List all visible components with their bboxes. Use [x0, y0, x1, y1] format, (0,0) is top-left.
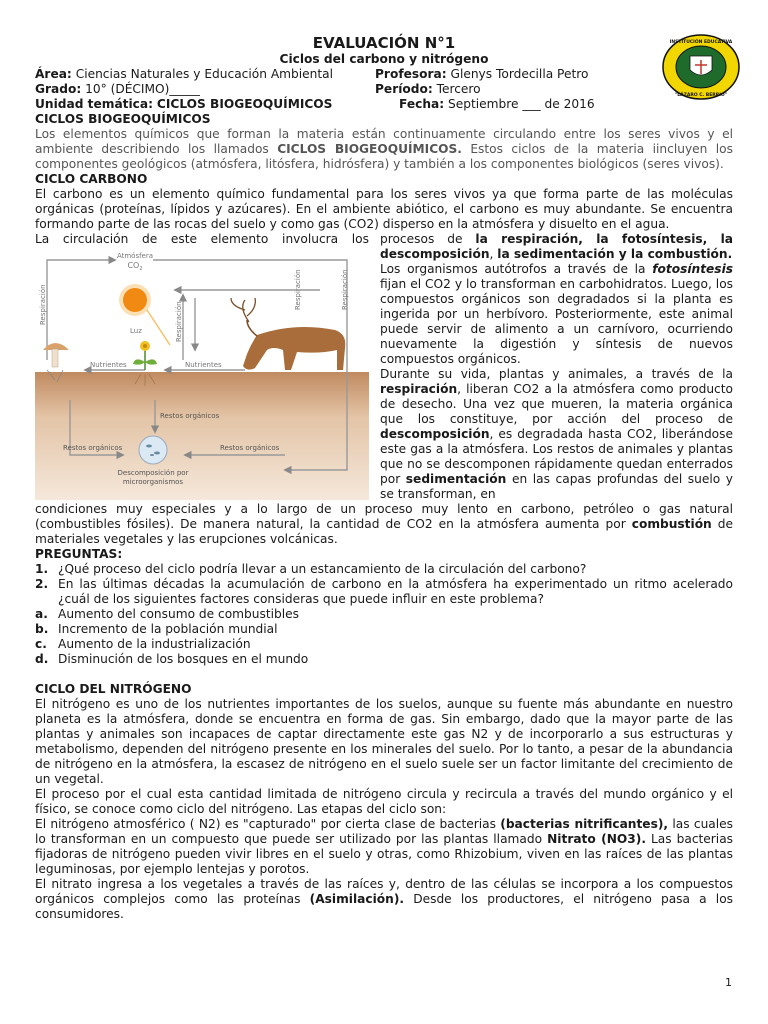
fotosintesis-paragraph: Los organismos autótrofos a través de la fotosíntesis fijan el CO2 y lo transforman en carbohidratos. Luego, los compuestos orgánicos son degradados si la planta es ingerida por un herbívoro. Posteriormente, este animal puede servir de alimento a un carnívoro, ocurriendo nuevamente la digestión y síntesis de nuevos compuestos orgánicos.	[380, 262, 733, 366]
logo-top-text: INSTITUCIÓN EDUCATIVA	[669, 40, 733, 45]
intro-paragraph: Los elementos químicos que forman la materia están continuamente circulando entre los seres vivos y el ambiente describiendo los llamados CICLOS BIOGEOQUÍMICOS. Estos ciclos de la materia iincluyen los componentes geológicos (atmósfera, litósfera, hidrósfera) y también a los componentes biológicos (seres vivos).	[35, 127, 733, 171]
pregunta-2: 2. En las últimas décadas la acumulación de carbono en la atmósfera ha experimentado un ritmo acelerado ¿cuál de los siguientes factores consideras que puede influir en este problema?	[35, 577, 733, 606]
pregunta-1: 1. ¿Qué proceso del ciclo podría llevar a un estancamiento de la circulación del carbono?	[35, 562, 587, 576]
procesos-paragraph: procesos de la respiración, la fotosíntesis, la descomposición, la sedimentación y la combustión.	[380, 232, 733, 261]
nitrogeno-paragraph-3: El nitrógeno atmosférico ( N2) es "capturado" por cierta clase de bacterias (bacterias nitrificantes), las cuales lo transforman en un compuesto que puede ser utilizado por las plantas llamado Nitrato (NO3). Las bacterias fijadoras de nitrógeno pueden vivir libres en el suelo y otras, como Rhizobium, viven en las raíces de las plantas leguminosas, por ejemplo lentejas y porotos.	[35, 817, 734, 876]
nitrogeno-heading: CICLO DEL NITRÓGENO	[35, 682, 192, 696]
header-info	[35, 67, 733, 112]
atmosfera-label: Atmósfera	[116, 252, 154, 260]
soil-layer	[35, 372, 369, 500]
restos-right-label: Restos orgánicos	[220, 444, 280, 452]
nutrientes-left-label: Nutrientes	[90, 361, 127, 369]
respiracion-right2-label: Respiración	[341, 269, 349, 310]
descomp-label-2: microorganismos	[122, 478, 184, 486]
option-c: c. Aumento de la industrialización	[35, 637, 251, 651]
school-logo	[662, 34, 740, 100]
restos-left-label: Restos orgánicos	[63, 444, 123, 452]
unidad-field: Unidad temática: CICLOS BIOGEOQUÍMICOS	[35, 97, 333, 111]
carbono-split-section	[35, 232, 733, 502]
page-number: 1	[725, 976, 732, 989]
page-title: EVALUACIÓN N°1	[312, 34, 456, 52]
respiracion-left-label: Respiración	[39, 284, 47, 325]
area-field: Área: Ciencias Naturales y Educación Ambiental	[35, 67, 334, 81]
respiracion-right1-label: Respiración	[294, 269, 302, 310]
respiracion-mid-label: Respiración	[175, 301, 183, 342]
restos-top-label: Restos orgánicos	[160, 412, 220, 420]
microorganisms-icon	[139, 436, 167, 464]
sky-background	[35, 250, 369, 372]
logo-bottom-text: "LÁZARO C. BERRIO"	[674, 93, 728, 98]
nutrientes-right-label: Nutrientes	[185, 361, 222, 369]
option-b: b. Incremento de la población mundial	[35, 622, 278, 636]
intro-heading: CICLOS BIOGEOQUÍMICOS	[35, 112, 211, 126]
carbono-heading: CICLO CARBONO	[35, 172, 148, 186]
carbon-cycle-diagram	[35, 250, 369, 500]
option-d: d. Disminución de los bosques en el mundo	[35, 652, 309, 666]
carbono-paragraph-1: El carbono es un elemento químico fundamental para los seres vivos ya que forma parte de las moléculas orgánicas (proteínas, lípidos y azúcares). En el ambiente abiótico, el carbono es muy abundante. Se encuentra formando parte de las rocas del suelo y como gas (CO2) disperso en la atmósfera y disuelto en el agua.	[35, 187, 733, 231]
co2-label: $CO_2$	[127, 261, 143, 272]
periodo-field: Período: Tercero	[375, 82, 481, 96]
preguntas-list	[35, 562, 733, 667]
preguntas-heading: PREGUNTAS:	[35, 547, 123, 561]
option-a: a. Aumento del consumo de combustibles	[35, 607, 300, 621]
fecha-field: Fecha: Septiembre ___ de 2016	[399, 97, 595, 111]
nitrogeno-paragraph-2: El proceso por el cual esta cantidad limitada de nitrógeno circula y recircula a través del mundo orgánico y el físico, se conoce como ciclo del nitrógeno. Las etapas del ciclo son:	[35, 787, 733, 816]
luz-label: Luz	[130, 327, 142, 335]
grado-field: Grado: 10° (DÉCIMO)_____	[35, 82, 200, 96]
carbono-right-column	[380, 232, 733, 502]
document-page	[35, 34, 733, 922]
sun-icon	[119, 284, 151, 316]
nitrogeno-paragraph-4: El nitrato ingresa a los vegetales a través de las raíces y, dentro de las células se incorpora a los compuestos orgánicos complejos como las proteínas (Asimilación). Desde los productores, el nitrógeno pasa a los consumidores.	[35, 877, 734, 921]
carbono-line-left: La circulación de este elemento involucra los	[35, 232, 369, 246]
page-subtitle: Ciclos del carbono y nitrógeno	[279, 52, 489, 66]
respiracion-paragraph: Durante su vida, plantas y animales, a través de la respiración, liberan CO2 a la atmósfera como producto de desecho. Una vez que mueren, la materia orgánica que los constituye, por acción del proceso de descomposición, es degradada hasta CO2, liberándose este gas a la atmósfera. Los restos de animales y plantas que no se descomponen rápidamente quedan enterrados por sedimentación en las capas profundas del suelo y se transforman, en	[380, 367, 734, 501]
nitrogeno-paragraph-1: El nitrógeno es uno de los nutrientes importantes de los suelos, aunque su fuente más abundante en nuestro planeta es la atmósfera, donde se encuentra en forma de gas. Sin embargo, dado que la mayor parte de las plantas y animales son incapaces de captar directamente este gas N2 y de incorporarlo a sus estructuras y metabolismo, dependen del nitrógeno presente en los minerales del suelo. Por lo tanto, a pesar de la abundancia de nitrógeno en la atmósfera, la escasez de nitrógeno en el suelo suele ser un factor limitante del crecimiento de un vegetal.	[35, 697, 733, 786]
carbono-continuation: condiciones muy especiales y a lo largo de un proceso muy lento en carbono, petróleo o gas natural (combustibles fósiles). De manera natural, la cantidad de CO2 en la atmósfera aumenta por combustión de materiales vegetales y las erupciones volcánicas.	[35, 502, 734, 546]
descomp-label-1: Descomposición por	[117, 469, 189, 477]
profesora-field: Profesora: Glenys Tordecilla Petro	[375, 67, 589, 81]
